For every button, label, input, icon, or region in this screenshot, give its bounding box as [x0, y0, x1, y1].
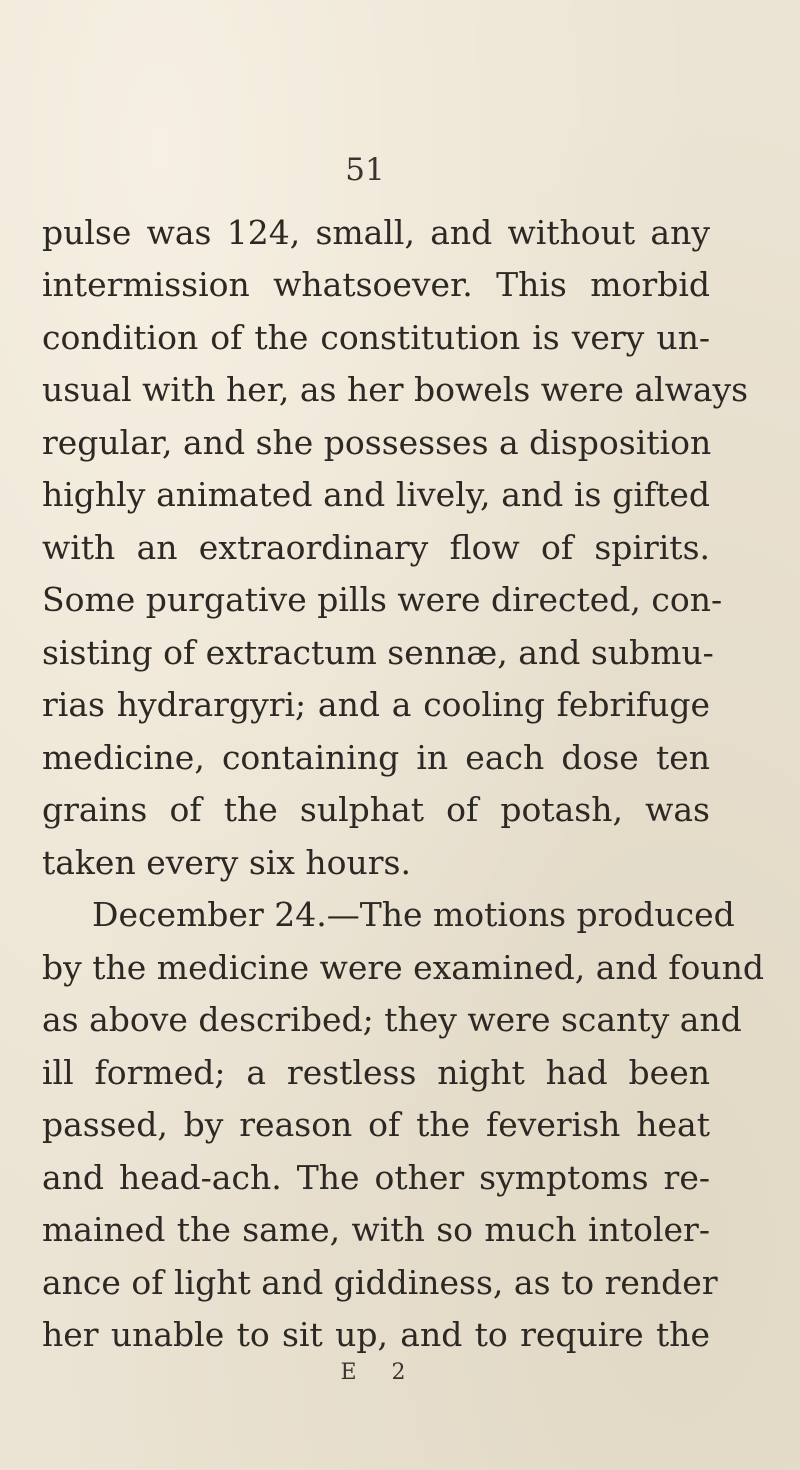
- text-line: her unable to sit up, and to require the: [42, 1315, 710, 1354]
- text-line: ill formed; a restless night had been: [42, 1053, 710, 1092]
- text-line: medicine, containing in each dose ten: [42, 738, 710, 777]
- text-line: with an extraordinary flow of spirits.: [42, 528, 710, 567]
- text-line: mained the same, with so much intoler-: [42, 1210, 710, 1249]
- text-line: grains of the sulphat of potash, was: [42, 790, 710, 829]
- text-line: and head-ach. The other symptoms re-: [42, 1158, 710, 1197]
- text-line: usual with her, as her bowels were always: [42, 370, 749, 409]
- paragraph-start-line: December 24.—The motions produced: [92, 895, 735, 934]
- text-line: sisting of extractum sennæ, and submu-: [42, 633, 714, 672]
- text-line: Some purgative pills were directed, con-: [42, 580, 723, 619]
- text-line: intermission whatsoever. This morbid: [42, 265, 710, 304]
- text-line: regular, and she possesses a disposition: [42, 423, 712, 462]
- text-line: by the medicine were examined, and found: [42, 948, 764, 987]
- text-line: passed, by reason of the feverish heat: [42, 1105, 710, 1144]
- text-line: ance of light and giddiness, as to render: [42, 1263, 718, 1302]
- text-line: rias hydrargyri; and a cooling febrifuge: [42, 685, 710, 724]
- text-line: condition of the constitution is very un-: [42, 318, 710, 357]
- text-line: highly animated and lively, and is gifted: [42, 475, 710, 514]
- text-line: taken every six hours.: [42, 843, 411, 882]
- text-line: pulse was 124, small, and without any: [42, 213, 710, 252]
- page-number: 51: [345, 152, 385, 188]
- signature-mark: E 2: [340, 1360, 420, 1385]
- text-line: as above described; they were scanty and: [42, 1000, 742, 1039]
